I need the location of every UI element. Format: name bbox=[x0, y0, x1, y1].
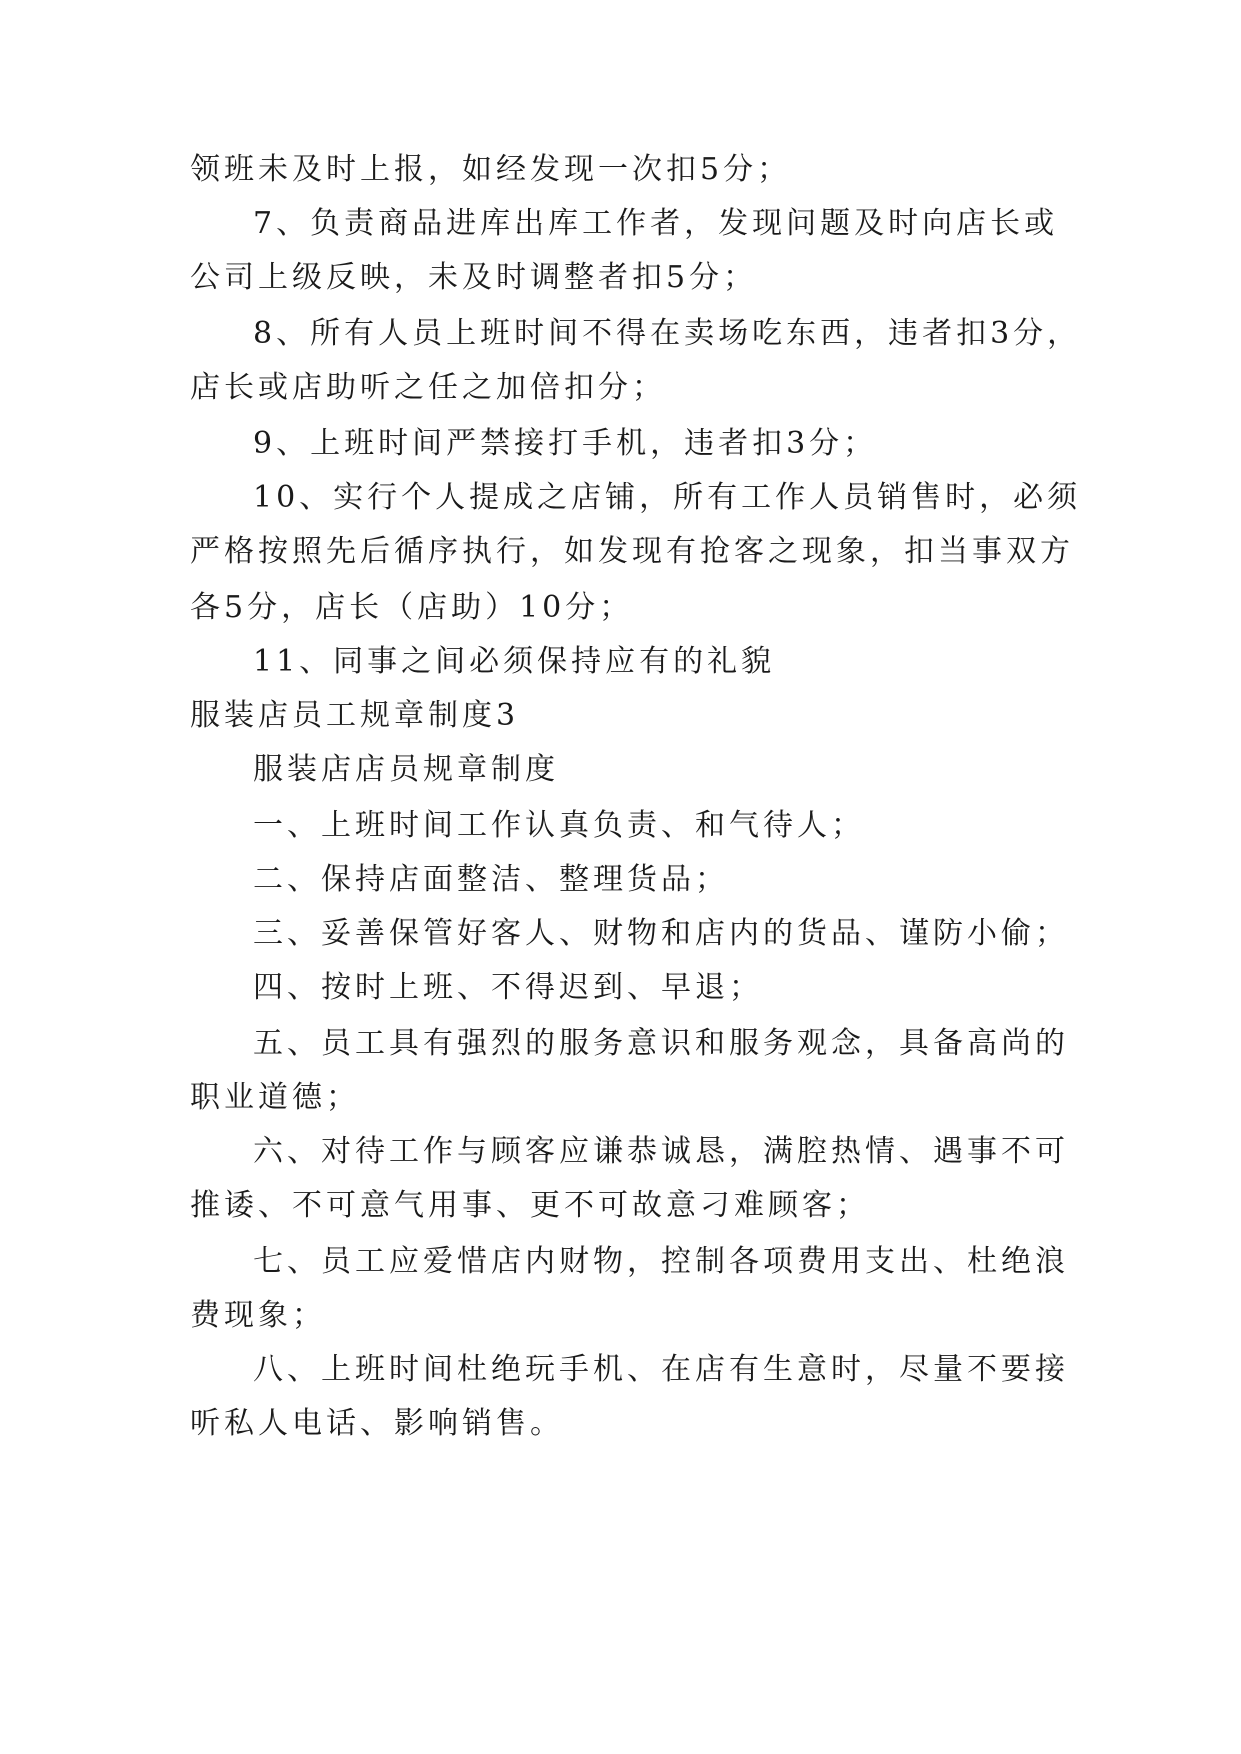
text-line: 领班未及时上报，如经发现一次扣5分； bbox=[190, 152, 792, 187]
text-line: 各5分，店长（店助）10分； bbox=[190, 590, 634, 625]
text-line: 10、实行个人提成之店铺，所有工作人员销售时，必须 bbox=[253, 480, 1082, 515]
text-line: 7、负责商品进库出库工作者，发现问题及时向店长或 bbox=[253, 206, 1059, 241]
text-line: 五、员工具有强烈的服务意识和服务观念，具备高尚的 bbox=[253, 1026, 1069, 1061]
text-line: 9、上班时间严禁接打手机，违者扣3分； bbox=[253, 426, 878, 461]
text-line: 职业道德； bbox=[190, 1080, 360, 1115]
text-line: 二、保持店面整洁、整理货品； bbox=[253, 862, 729, 897]
section-title: 服装店员工规章制度3 bbox=[190, 698, 520, 733]
text-line: 六、对待工作与顾客应谦恭诚恳，满腔热情、遇事不可 bbox=[253, 1134, 1069, 1169]
text-line: 一、上班时间工作认真负责、和气待人； bbox=[253, 808, 865, 843]
subsection-title: 服装店店员规章制度 bbox=[253, 752, 559, 787]
text-line: 公司上级反映，未及时调整者扣5分； bbox=[190, 260, 758, 295]
text-line: 七、员工应爱惜店内财物，控制各项费用支出、杜绝浪 bbox=[253, 1244, 1069, 1279]
text-line: 严格按照先后循序执行，如发现有抢客之现象，扣当事双方 bbox=[190, 534, 1074, 569]
text-line: 四、按时上班、不得迟到、早退； bbox=[253, 970, 763, 1005]
text-line: 推诿、不可意气用事、更不可故意刁难顾客； bbox=[190, 1188, 870, 1223]
text-line: 八、上班时间杜绝玩手机、在店有生意时，尽量不要接 bbox=[253, 1352, 1069, 1387]
text-line: 8、所有人员上班时间不得在卖场吃东西，违者扣3分， bbox=[253, 316, 1082, 351]
text-line: 三、妥善保管好客人、财物和店内的货品、谨防小偷； bbox=[253, 916, 1069, 951]
text-line: 费现象； bbox=[190, 1298, 326, 1333]
text-line: 店长或店助听之任之加倍扣分； bbox=[190, 370, 666, 405]
text-line: 11、同事之间必须保持应有的礼貌 bbox=[253, 644, 776, 679]
text-line: 听私人电话、影响销售。 bbox=[190, 1406, 564, 1441]
